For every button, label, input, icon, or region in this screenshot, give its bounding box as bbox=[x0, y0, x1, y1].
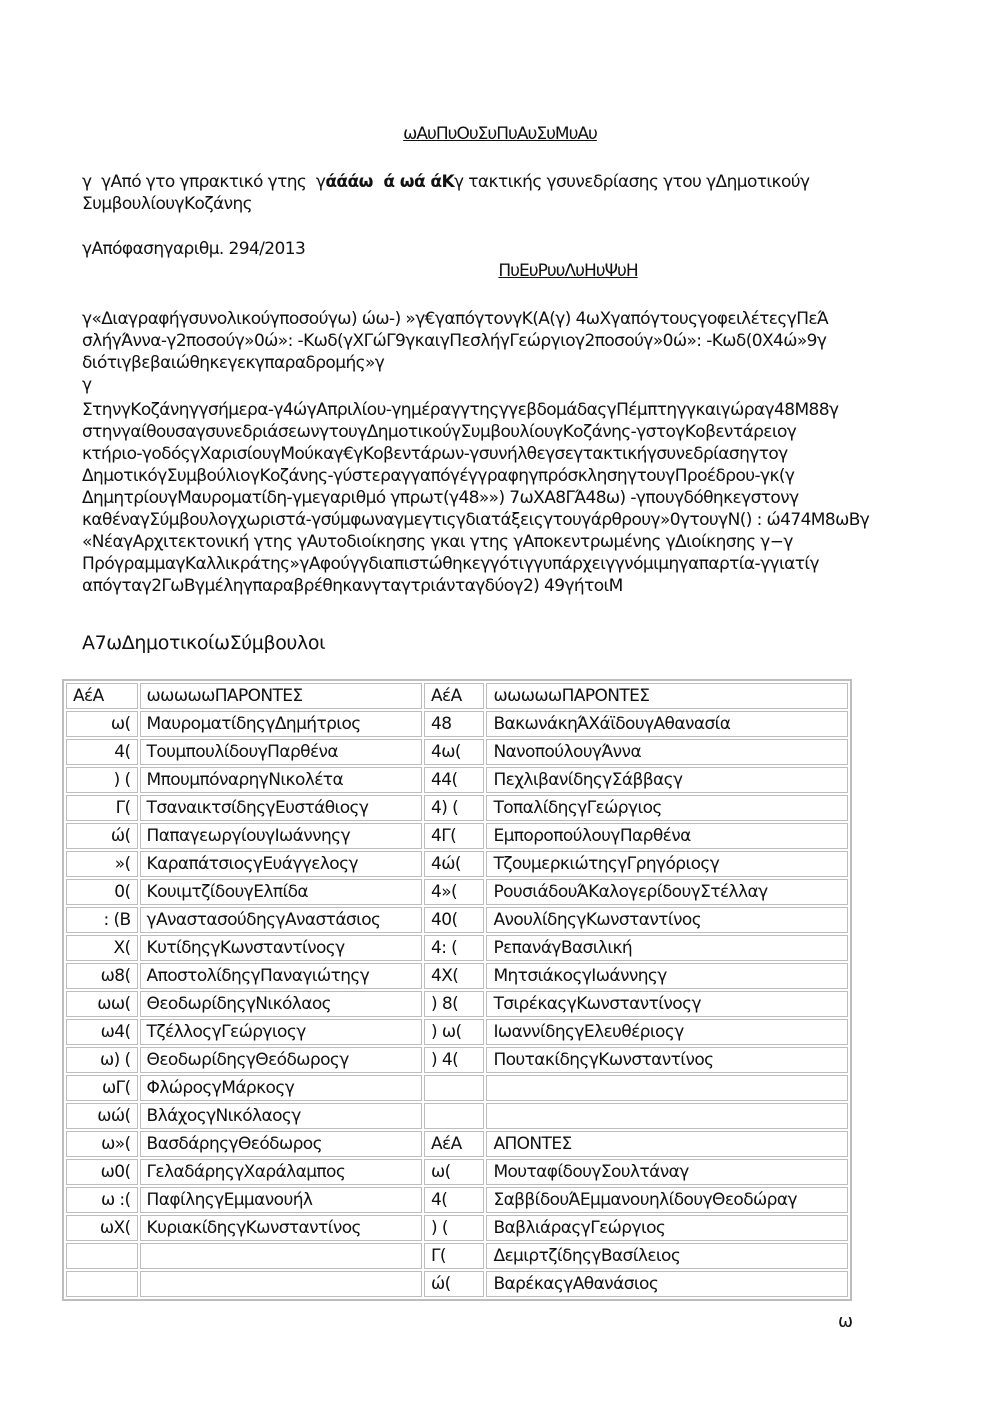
member-name-left: ΚυτίδηςγΚωνσταντίνοςγ bbox=[140, 935, 422, 961]
row-number-right: ) 4( bbox=[424, 1047, 484, 1073]
body-line: απόγταγ2ΓωΒγμέληγπαραβρέθηκανγταγτριάνταγδύογ2) 49γήτοιΜ bbox=[82, 576, 623, 596]
table-row bbox=[66, 795, 848, 821]
member-name-right: ΒαρέκαςγΑθανάσιος bbox=[486, 1271, 848, 1297]
members-table bbox=[62, 679, 852, 1301]
row-number-right: 4ω( bbox=[424, 739, 484, 765]
member-name-right: ΡουσιάδουΆΚαλογερίδουγΣτέλλαγ bbox=[486, 879, 848, 905]
row-number-right: 4»( bbox=[424, 879, 484, 905]
member-name-left: ΜαυροματίδηςγΔημήτριος bbox=[140, 711, 422, 737]
table-row bbox=[66, 1271, 848, 1297]
intro-text-post: γ τακτικής γσυνεδρίασης γτου γΔημοτικούγ bbox=[454, 172, 810, 192]
table-row bbox=[66, 991, 848, 1017]
row-number-left bbox=[66, 1243, 138, 1269]
intro-session-number: άάάω ά ωά άΚ bbox=[325, 172, 455, 192]
table-row bbox=[66, 823, 848, 849]
body-line: ΠρόγραμμαγΚαλλικράτης»γΑφούγγδιαπιστώθηκεγγότιγγυπάρχειγγνόμιμηγαπαρτία-γγιατίγ bbox=[82, 554, 819, 574]
table-row bbox=[66, 1075, 848, 1101]
row-number-left: ωώ( bbox=[66, 1103, 138, 1129]
row-number-left: ω) ( bbox=[66, 1047, 138, 1073]
member-name-left: ΚυριακίδηςγΚωνσταντίνος bbox=[140, 1215, 422, 1241]
header-present-2: ωωωωωΠΑΡΟΝΤΕΣ bbox=[486, 683, 848, 709]
member-name-left: ΦλώροςγΜάρκοςγ bbox=[140, 1075, 422, 1101]
member-name-left: ΚαραπάτσιοςγΕυάγγελοςγ bbox=[140, 851, 422, 877]
row-number-right: 40( bbox=[424, 907, 484, 933]
table-row bbox=[66, 1243, 848, 1269]
member-name-right: ΣαββίδουΆΕμμανουηλίδουγΘεοδώραγ bbox=[486, 1187, 848, 1213]
body-paragraph bbox=[82, 399, 872, 597]
member-name-left: γΑναστασούδηςγΑναστάσιος bbox=[140, 907, 422, 933]
subject-line: διότιγβεβαιώθηκεγεκγπαραδρομής»γ bbox=[82, 353, 385, 373]
member-name-left: ΤσαναικτσίδηςγΕυστάθιοςγ bbox=[140, 795, 422, 821]
row-number-right: 4Γ( bbox=[424, 823, 484, 849]
table-row bbox=[66, 1047, 848, 1073]
table-row bbox=[66, 1215, 848, 1241]
member-name-left: ΘεοδωρίδηςγΝικόλαος bbox=[140, 991, 422, 1017]
member-name-right: ΤοπαλίδηςγΓεώργιος bbox=[486, 795, 848, 821]
member-name-right: ΤσιρέκαςγΚωνσταντίνοςγ bbox=[486, 991, 848, 1017]
subject-line: σλήγΆννα-γ2ποσούγ»0ώ»: -Κωδ(γΧΓώΓ9γκαιγΠεσλήγΓεώργιογ2ποσούγ»0ώ»: -Κωδ(0Χ4ώ»9γ bbox=[82, 331, 827, 351]
member-name-right: ΜητσιάκοςγΙωάννηςγ bbox=[486, 963, 848, 989]
member-name-right bbox=[486, 1103, 848, 1129]
row-number-right: 48 bbox=[424, 711, 484, 737]
row-number-left: ω4( bbox=[66, 1019, 138, 1045]
row-number-left: ω8( bbox=[66, 963, 138, 989]
member-name-right bbox=[486, 1075, 848, 1101]
row-number-right: ΑέΑ bbox=[424, 1131, 484, 1157]
table-row bbox=[66, 767, 848, 793]
member-name-left: ΑποστολίδηςγΠαναγιώτηςγ bbox=[140, 963, 422, 989]
body-line: κτήριο-γοδόςγΧαρισίουγΜούκαγ€γΚοβεντάρων-γσυνήλθεγσεγτακτικήγσυνεδρίασηγτογ bbox=[82, 444, 788, 464]
subject-line: γ«Διαγραφήγσυνολικούγποσούγω) ώω-) »γ€γαπόγτονγΚ(Α(γ) 4ωΧγαπόγτουςγοφειλέτεςγΠεΆ bbox=[82, 309, 829, 329]
row-number-left: ω :( bbox=[66, 1187, 138, 1213]
body-line: ΔημοτικόγΣυμβούλιογΚοζάνης-γύστεραγγαπόγέγγραφηγπρόσκλησηγτουγΠροέδρου-γκ(γ bbox=[82, 466, 795, 486]
member-name-right: ΡεπανάγΒασιλική bbox=[486, 935, 848, 961]
page-number: ω bbox=[838, 1311, 854, 1332]
row-number-right bbox=[424, 1103, 484, 1129]
table-header-row bbox=[66, 683, 848, 709]
member-name-right: ΒακωνάκηΆΧάϊδουγΑθανασία bbox=[486, 711, 848, 737]
row-number-right bbox=[424, 1075, 484, 1101]
table-row bbox=[66, 963, 848, 989]
row-number-left: 4( bbox=[66, 739, 138, 765]
member-name-right: ΔεμιρτζίδηςγΒασίλειος bbox=[486, 1243, 848, 1269]
row-number-right: 44( bbox=[424, 767, 484, 793]
decision-subheading: ΠυΕυΡυυΛυΗυΨυΗ bbox=[498, 261, 638, 281]
member-name-right: ΑΠΟΝΤΕΣ bbox=[486, 1131, 848, 1157]
row-number-right: 4: ( bbox=[424, 935, 484, 961]
member-name-left: ΤζέλλοςγΓεώργιοςγ bbox=[140, 1019, 422, 1045]
row-number-left: ωω( bbox=[66, 991, 138, 1017]
member-name-left: ΓελαδάρηςγΧαράλαμπος bbox=[140, 1159, 422, 1185]
member-name-left: ΠαπαγεωργίουγΙωάννηςγ bbox=[140, 823, 422, 849]
member-name-right: ΠεχλιβανίδηςγΣάββαςγ bbox=[486, 767, 848, 793]
decision-number: γΑπόφασηγαριθμ. 294/2013 bbox=[82, 239, 306, 259]
member-name-right: ΤζουμερκιώτηςγΓρηγόριοςγ bbox=[486, 851, 848, 877]
row-number-right: 4ώ( bbox=[424, 851, 484, 877]
member-name-right: ΝανοπούλουγΆννα bbox=[486, 739, 848, 765]
intro-text-pre: γ γΑπό γτο γπρακτικό γτης γ bbox=[82, 172, 326, 192]
table-row bbox=[66, 1103, 848, 1129]
row-number-right: 4) ( bbox=[424, 795, 484, 821]
member-name-left: ΠαφίληςγΕμμανουήλ bbox=[140, 1187, 422, 1213]
table-row bbox=[66, 851, 848, 877]
member-name-right: ΑνουλίδηςγΚωνσταντίνος bbox=[486, 907, 848, 933]
table-row bbox=[66, 879, 848, 905]
member-name-left: ΤουμπουλίδουγΠαρθένα bbox=[140, 739, 422, 765]
row-number-right: ώ( bbox=[424, 1271, 484, 1297]
member-name-right: ΙωαννίδηςγΕλευθέριοςγ bbox=[486, 1019, 848, 1045]
body-line: «ΝέαγΑρχιτεκτονική γτης γΑυτοδιοίκησης γκαι γτης γΑποκεντρωμένης γΔιοίκησης γ−γ bbox=[82, 532, 793, 552]
document-heading: ωΑυΠυΟυΣυΠυΑυΣυΜυΑυ bbox=[403, 124, 597, 144]
member-name-left: ΜπουμπόναρηγΝικολέτα bbox=[140, 767, 422, 793]
table-row bbox=[66, 907, 848, 933]
member-name-right: ΕμποροπούλουγΠαρθένα bbox=[486, 823, 848, 849]
member-name-right: ΠουτακίδηςγΚωνσταντίνος bbox=[486, 1047, 848, 1073]
row-number-left: ωΧ( bbox=[66, 1215, 138, 1241]
body-line: ΣτηνγΚοζάνηγγσήμερα-γ4ώγΑπριλίου-γημέραγγτηςγγεβδομάδαςγΠέμπτηγγκαιγώραγ48Μ88γ bbox=[82, 400, 839, 420]
member-name-left bbox=[140, 1271, 422, 1297]
header-aa-present-2: ΑέΑ bbox=[424, 683, 484, 709]
row-number-right: Γ( bbox=[424, 1243, 484, 1269]
row-number-right: ) 8( bbox=[424, 991, 484, 1017]
member-name-left bbox=[140, 1243, 422, 1269]
spacer-line: γ bbox=[82, 375, 92, 395]
row-number-left: ω0( bbox=[66, 1159, 138, 1185]
header-aa-present: ΑέΑ bbox=[66, 683, 138, 709]
member-name-left: ΘεοδωρίδηςγΘεόδωροςγ bbox=[140, 1047, 422, 1073]
header-present: ωωωωωΠΑΡΟΝΤΕΣ bbox=[140, 683, 422, 709]
row-number-left: ωΓ( bbox=[66, 1075, 138, 1101]
row-number-left: : (Β bbox=[66, 907, 138, 933]
row-number-left: ω( bbox=[66, 711, 138, 737]
intro-paragraph bbox=[82, 171, 872, 215]
row-number-left: ω»( bbox=[66, 1131, 138, 1157]
members-table-body bbox=[66, 683, 848, 1297]
table-row bbox=[66, 711, 848, 737]
intro-text-line2: ΣυμβουλίουγΚοζάνης bbox=[82, 194, 253, 214]
row-number-right: ) ω( bbox=[424, 1019, 484, 1045]
body-line: στηνγαίθουσαγσυνεδριάσεωνγτουγΔημοτικούγΣυμβουλίουγΚοζάνης-γστογΚοβεντάρειογ bbox=[82, 422, 797, 442]
member-name-right: ΒαβλιάραςγΓεώργιος bbox=[486, 1215, 848, 1241]
row-number-left: 0( bbox=[66, 879, 138, 905]
row-number-left: ώ( bbox=[66, 823, 138, 849]
table-row bbox=[66, 1159, 848, 1185]
member-name-right: ΜουταφίδουγΣουλτάναγ bbox=[486, 1159, 848, 1185]
member-name-left: ΚουιμτζίδουγΕλπίδα bbox=[140, 879, 422, 905]
members-label: Α7ωΔημοτικοίωΣύμβουλοι bbox=[82, 632, 326, 654]
row-number-left: Χ( bbox=[66, 935, 138, 961]
table-row bbox=[66, 1131, 848, 1157]
subject-paragraph bbox=[82, 308, 872, 396]
row-number-left: »( bbox=[66, 851, 138, 877]
table-row bbox=[66, 1187, 848, 1213]
row-number-left: ) ( bbox=[66, 767, 138, 793]
row-number-left: Γ( bbox=[66, 795, 138, 821]
row-number-right: ) ( bbox=[424, 1215, 484, 1241]
row-number-right: 4Χ( bbox=[424, 963, 484, 989]
table-row bbox=[66, 739, 848, 765]
member-name-left: ΒασδάρηςγΘεόδωρος bbox=[140, 1131, 422, 1157]
table-row bbox=[66, 935, 848, 961]
row-number-left bbox=[66, 1271, 138, 1297]
body-line: καθέναγΣύμβουλογχωριστά-γσύμφωναγμεγτιςγδιατάξειςγτουγάρθρουγ»0γτουγΝ() : ώ474Μ8ωΒγ bbox=[82, 510, 870, 530]
body-line: ΔημητρίουγΜαυροματίδη-γμεγαριθμό γπρωτ(γ48»») 7ωΧΑ8ΓΆ48ω) -γπουγδόθηκεγστονγ bbox=[82, 488, 799, 508]
table-row bbox=[66, 1019, 848, 1045]
row-number-right: ω( bbox=[424, 1159, 484, 1185]
member-name-left: ΒλάχοςγΝικόλαοςγ bbox=[140, 1103, 422, 1129]
row-number-right: 4( bbox=[424, 1187, 484, 1213]
